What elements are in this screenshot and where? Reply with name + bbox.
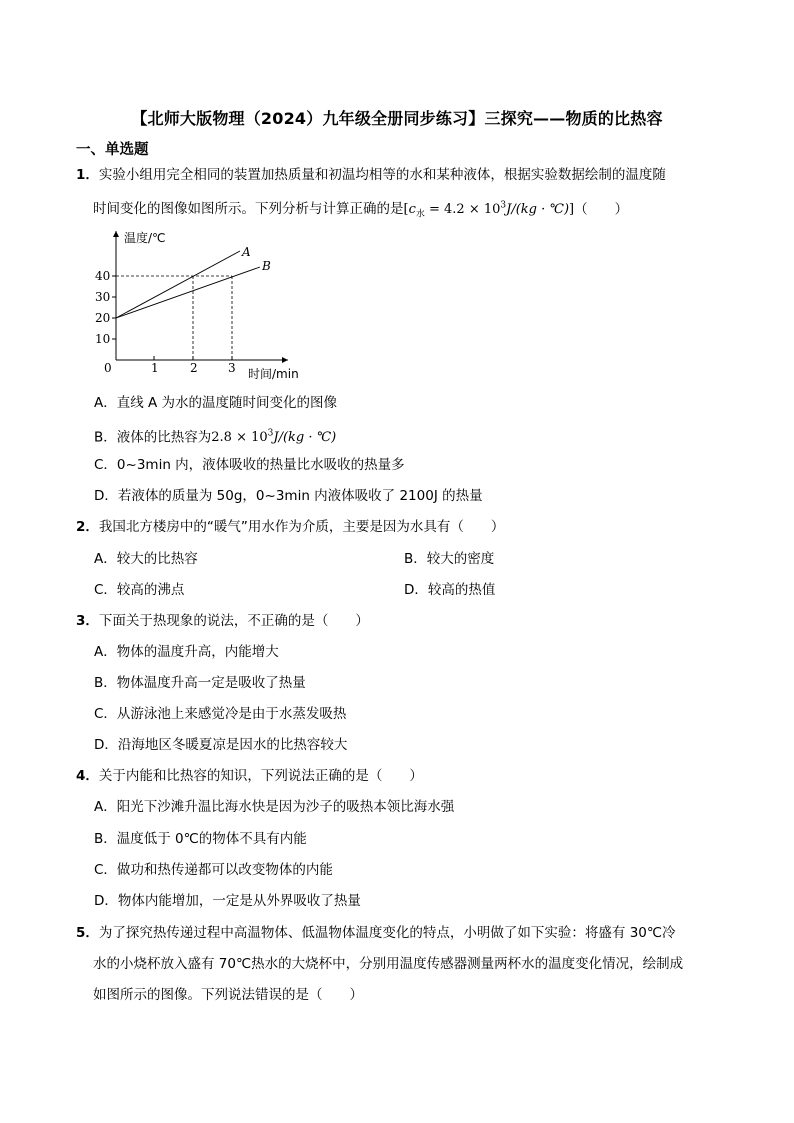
y-axis-label: 温度/℃ <box>124 231 166 245</box>
liquid-specific-heat-formula: $2.8 \times 10^3J/(kg$ · ℃) <box>211 429 337 446</box>
question-5-line-2: 水的小烧杯放入盛有 70℃热水的大烧杯中，分别用温度传感器测量两杯水的温度变化情况，绘制成 <box>93 956 684 972</box>
line-a-label: A <box>242 245 251 259</box>
question-1-line-1 <box>76 166 666 184</box>
x-tick-2: 2 <box>190 361 198 375</box>
line-a <box>116 251 240 318</box>
question-2-option-d[interactable]: D．较高的热值 <box>404 582 496 598</box>
line-b <box>116 267 260 318</box>
answer-paren: （ ） <box>574 201 629 218</box>
question-4-option-a[interactable]: A．阳光下沙滩升温比海水快是因为沙子的吸热本领比海水强 <box>94 799 455 815</box>
question-3-option-d[interactable]: D．沿海地区冬暖夏凉是因水的比热容较大 <box>94 737 348 753</box>
water-specific-heat-formula: [$c_水 = 4.2 \times 10^3J/(kg$ · ℃)] <box>403 201 575 220</box>
question-2-text: 我国北方楼房中的“暖气”用水作为介质，主要是因为水具有（ ） <box>98 519 505 535</box>
question-3-option-a[interactable]: A．物体的温度升高，内能增大 <box>94 644 279 660</box>
line-b-label: B <box>262 259 271 273</box>
page-title: 【北师大版物理（2024）九年级全册同步练习】三探究——物质的比热容 <box>131 109 663 128</box>
y-tick-10: 10 <box>95 332 111 346</box>
question-1-line-2 <box>76 197 628 224</box>
question-2 <box>76 518 504 536</box>
temperature-time-graph <box>92 226 308 384</box>
question-4-option-d[interactable]: D．物体内能增加，一定是从外界吸收了热量 <box>94 893 361 909</box>
question-5-line-1 <box>76 924 676 942</box>
question-4 <box>76 767 423 785</box>
question-1-text-cont: 时间变化的图像如图所示。下列分析与计算正确的是 <box>93 201 404 218</box>
question-4-option-b[interactable]: B．温度低于 0℃的物体不具有内能 <box>94 831 307 847</box>
question-3-option-b[interactable]: B．物体温度升高一定是吸收了热量 <box>94 675 306 691</box>
question-4-number: 4． <box>76 768 99 784</box>
origin-label: 0 <box>104 361 112 375</box>
question-2-option-b[interactable]: B．较大的密度 <box>404 551 495 567</box>
question-2-option-a[interactable]: A．较大的比热容 <box>94 551 198 567</box>
question-1-option-d[interactable]: D．若液体的质量为 50g，0~3min 内液体吸收了 2100J 的热量 <box>94 488 483 504</box>
y-tick-20: 20 <box>95 311 111 325</box>
question-3-number: 3． <box>76 613 99 629</box>
question-1-text: 实验小组用完全相同的装置加热质量和初温均相等的水和某种液体，根据实验数据绘制的温度随 <box>98 167 666 183</box>
y-tick-30: 30 <box>95 290 111 304</box>
x-tick-3: 3 <box>228 361 236 375</box>
question-2-number: 2． <box>76 519 99 535</box>
question-1-option-a[interactable]: A．直线 A 为水的温度随时间变化的图像 <box>94 395 338 411</box>
question-2-option-c[interactable]: C．较高的沸点 <box>94 582 185 598</box>
question-1-number: 1． <box>76 167 99 183</box>
question-4-option-c[interactable]: C．做功和热传递都可以改变物体的内能 <box>94 862 333 878</box>
y-tick-40: 40 <box>95 269 111 283</box>
x-tick-1: 1 <box>151 361 159 375</box>
question-3 <box>76 612 369 630</box>
question-5-number: 5． <box>76 925 99 941</box>
question-1-option-c[interactable]: C．0~3min 内，液体吸收的热量比水吸收的热量多 <box>94 457 405 473</box>
question-3-option-c[interactable]: C．从游泳池上来感觉冷是由于水蒸发吸热 <box>94 706 347 722</box>
question-1-option-b[interactable]: B．液体的比热容为$2.8 \times 10^3J/(kg$ · ℃) <box>94 429 337 446</box>
question-5-text: 为了探究热传递过程中高温物体、低温物体温度变化的特点，小明做了如下实验：将盛有 30℃冷 <box>98 925 676 941</box>
question-4-text: 关于内能和比热容的知识，下列说法正确的是（ ） <box>98 768 423 784</box>
question-5-line-3: 如图所示的图像。下列说法错误的是（ ） <box>93 987 363 1003</box>
section-heading: 一、单选题 <box>76 142 149 158</box>
question-3-text: 下面关于热现象的说法，不正确的是（ ） <box>98 613 369 629</box>
x-axis-label: 时间/min <box>248 367 299 381</box>
